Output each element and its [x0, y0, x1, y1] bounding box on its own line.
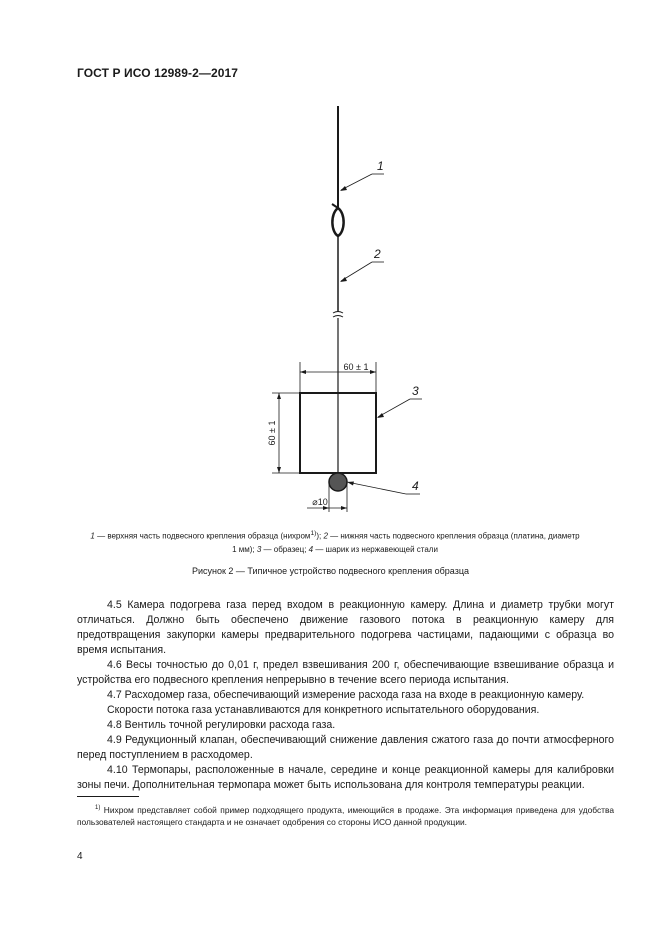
- footnote: [77, 802, 614, 829]
- height-dimension-label: 60 ± 1: [267, 420, 277, 446]
- width-dimension-label: 60 ± 1: [343, 362, 369, 372]
- paragraph-4-9: 4.9 Редукционный клапан, обеспечивающий снижение давления сжатого газа до почти атмосферного перед поступлением в расходомер.: [77, 734, 614, 761]
- footnote-mark: 1): [95, 805, 101, 811]
- legend-text-4: — шарик из нержавеющей стали: [313, 544, 438, 554]
- figure-legend: [90, 527, 580, 556]
- paragraph-4-10: 4.10 Термопары, расположенные в начале, середине и конце реакционной камеры для калибровки зоны печи. Дополнительная термопара может быть использована для контроля температуры реакции.: [77, 764, 614, 791]
- legend-text-1: — верхняя часть подвесного крепления образца (нихром: [94, 531, 311, 541]
- wire-break: [333, 312, 343, 318]
- hook-loop: [332, 208, 343, 236]
- paragraph-4-5: 4.5 Камера подогрева газа перед входом в реакционную камеру. Длина и диаметр трубки могут отличаться. Должно быть обеспечено движение газового потока в реакционную камеру для предотвращения закупорки камеры предварительного подогрева частицами, падающими с образца во время испытания.: [77, 599, 614, 656]
- callout-3: 3: [412, 384, 419, 398]
- legend-num-4: 4: [308, 544, 314, 554]
- paragraph-4-7-note: Скорости потока газа устанавливаются для конкретного испытательного оборудования.: [107, 704, 540, 716]
- legend-text-3: — образец;: [261, 544, 309, 554]
- legend-num-1: 1: [90, 531, 95, 541]
- callout-4: 4: [412, 479, 419, 493]
- callout-1: 1: [377, 159, 384, 173]
- paragraph-4-6: 4.6 Весы точностью до 0,01 г, предел взвешивания 200 г, обеспечивающие взвешивание образца и устройства его подвесного крепления непрерывно в течение всего периода испытания.: [77, 659, 614, 686]
- page-number: 4: [77, 851, 83, 862]
- footnote-text: Нихром представляет собой пример подходящего продукта, имеющийся в продаже. Эта информация приведена для удобства пользователей настоящего стандарта и не означает одобрения со стороны ИСО данной продукции.: [77, 804, 614, 828]
- legend-num-2: 2: [323, 531, 328, 541]
- legend-footnote-ref: 1): [310, 530, 317, 537]
- footnote-divider: [77, 796, 139, 797]
- body-text: [77, 598, 614, 793]
- ball-dimension-label: ⌀10: [312, 497, 328, 507]
- paragraph-4-7: 4.7 Расходомер газа, обеспечивающий измерение расхода газа на входе в реакционную камеру.: [107, 689, 585, 701]
- legend-num-3: 3: [256, 544, 262, 554]
- legend-text-1-end: );: [316, 531, 324, 541]
- steel-ball: [329, 473, 347, 491]
- paragraph-4-8: 4.8 Вентиль точной регулировки расхода газа.: [107, 719, 336, 731]
- figure-caption: Рисунок 2 — Типичное устройство подвесного крепления образца: [191, 566, 469, 576]
- document-header: ГОСТ Р ИСО 12989-2—2017: [77, 66, 239, 80]
- legend-text-2: — нижняя часть подвесного крепления образца (платина, диаметр 1 мм);: [232, 531, 580, 554]
- callout-2: 2: [374, 247, 381, 261]
